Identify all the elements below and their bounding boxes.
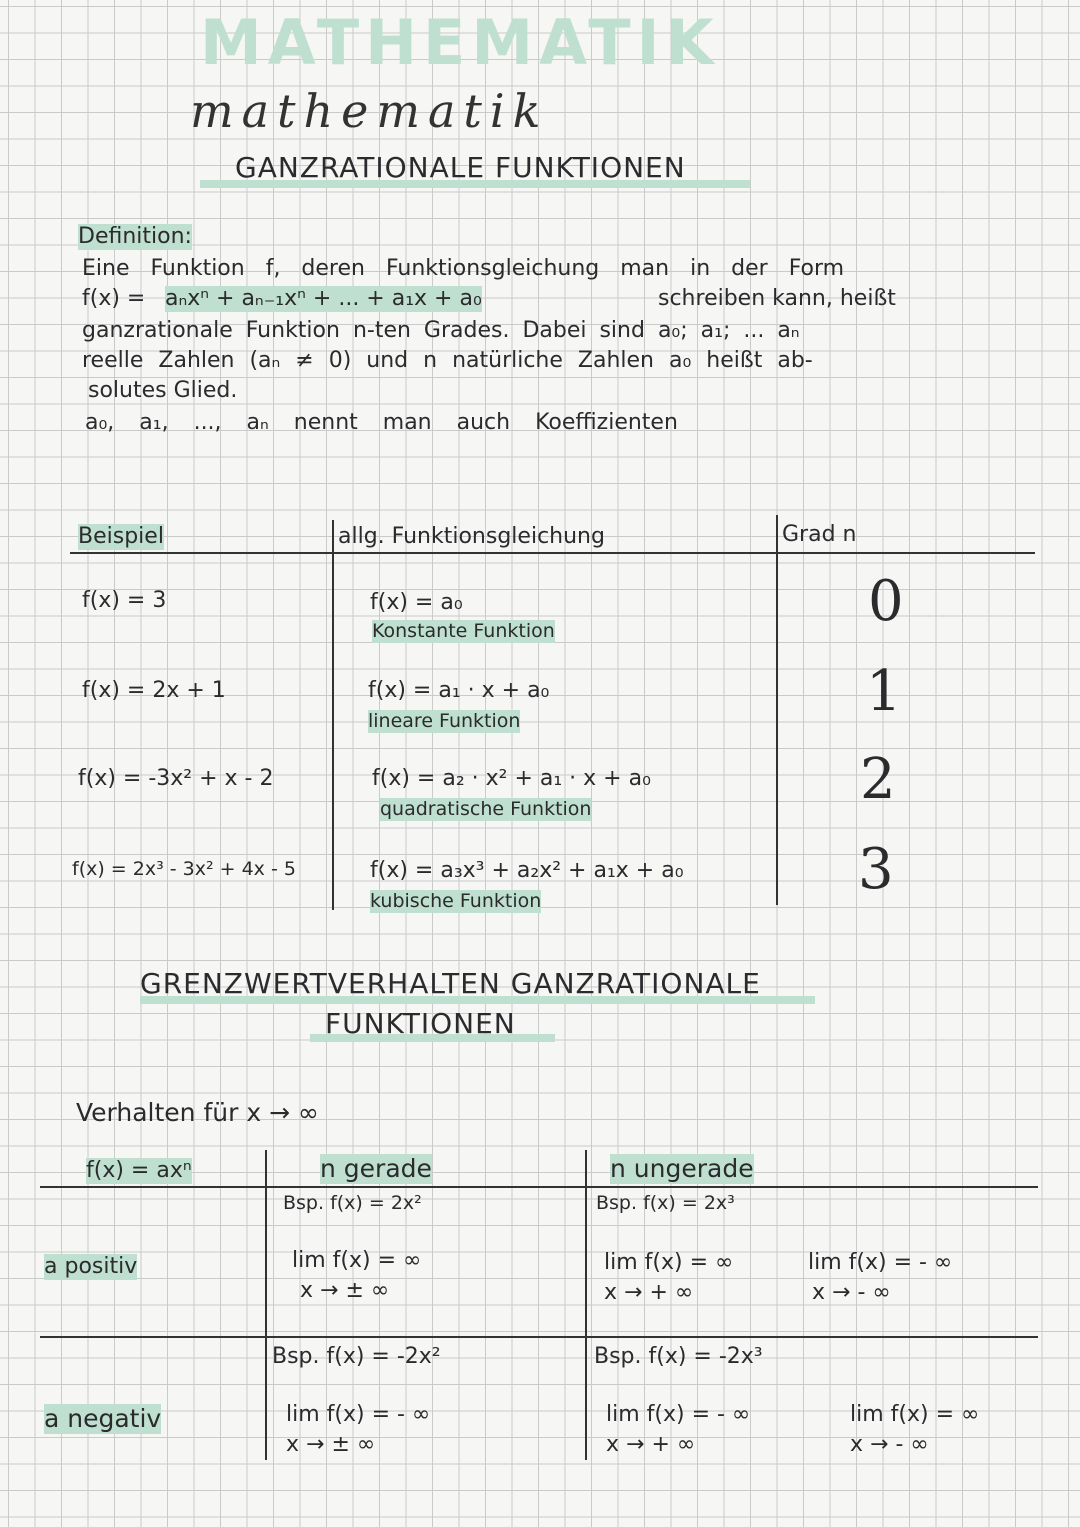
example: f(x) = 3	[82, 588, 167, 613]
odd-limit-sub: x → - ∞	[850, 1432, 929, 1457]
definition-label: Definition:	[78, 224, 192, 249]
row-label: a positiv	[44, 1254, 138, 1279]
definition-line: Eine Funktion f, deren Funktionsgleichung man in der Form	[82, 256, 845, 281]
table-header: Grad n	[782, 522, 857, 547]
definition-line: a₀, a₁, ..., aₙ nennt man auch Koeffizienten	[85, 410, 678, 435]
table-header: f(x) = axⁿ	[86, 1158, 192, 1183]
table-header: Beispiel	[78, 524, 164, 549]
function-type: quadratische Funktion	[380, 798, 592, 820]
section-title: GRENZWERTVERHALTEN GANZRATIONALE	[140, 967, 761, 1000]
even-limit-sub: x → ± ∞	[300, 1278, 390, 1303]
section-subtitle: Verhalten für x → ∞	[76, 1098, 319, 1127]
definition-line: ganzrationale Funktion n-ten Grades. Dabei sind a₀; a₁; ... aₙ	[82, 318, 800, 343]
odd-limit: lim f(x) = - ∞	[808, 1250, 953, 1275]
general-equation: f(x) = a₁ · x + a₀	[368, 678, 550, 703]
even-limit: lim f(x) = ∞	[292, 1248, 422, 1273]
row-label: a negativ	[44, 1404, 162, 1433]
function-type: lineare Funktion	[368, 710, 521, 732]
degree: 0	[868, 569, 904, 634]
definition-formula: aₙxⁿ + aₙ₋₁xⁿ + ... + a₁x + a₀	[165, 286, 482, 311]
function-type: kubische Funktion	[370, 890, 542, 912]
example: f(x) = 2x³ - 3x² + 4x - 5	[72, 858, 296, 880]
page-title: GANZRATIONALE FUNKTIONEN	[235, 151, 686, 184]
function-type: Konstante Funktion	[372, 620, 555, 642]
general-equation: f(x) = a₃x³ + a₂x² + a₁x + a₀	[370, 858, 684, 883]
script-title: mathematik	[190, 84, 549, 138]
table-header: n gerade	[320, 1154, 432, 1183]
even-example: Bsp. f(x) = 2x²	[283, 1192, 422, 1214]
example: f(x) = 2x + 1	[82, 678, 226, 703]
degree: 1	[866, 659, 902, 724]
table-header: n ungerade	[610, 1154, 754, 1183]
odd-example: Bsp. f(x) = 2x³	[596, 1192, 735, 1214]
definition-line: schreiben kann, heißt	[658, 286, 896, 311]
odd-limit-sub: x → + ∞	[604, 1280, 694, 1305]
degree: 2	[860, 747, 896, 812]
odd-example: Bsp. f(x) = -2x³	[594, 1344, 763, 1369]
degree: 3	[858, 837, 894, 902]
general-equation: f(x) = a₂ · x² + a₁ · x + a₀	[372, 766, 651, 791]
definition-formula-prefix: f(x) =	[82, 286, 146, 311]
definition-line: reelle Zahlen (aₙ ≠ 0) und n natürliche Zahlen a₀ heißt ab-	[82, 348, 813, 373]
odd-limit: lim f(x) = - ∞	[606, 1402, 751, 1427]
even-example: Bsp. f(x) = -2x²	[272, 1344, 441, 1369]
table-header: allg. Funktionsgleichung	[338, 524, 605, 549]
section-title: FUNKTIONEN	[325, 1007, 516, 1040]
odd-limit: lim f(x) = ∞	[850, 1402, 980, 1427]
even-limit: lim f(x) = - ∞	[286, 1402, 431, 1427]
logo-text: MATHEMATIK	[200, 6, 720, 79]
general-equation: f(x) = a₀	[370, 590, 463, 615]
even-limit-sub: x → ± ∞	[286, 1432, 376, 1457]
definition-line: solutes Glied.	[88, 378, 238, 403]
odd-limit-sub: x → + ∞	[606, 1432, 696, 1457]
odd-limit-sub: x → - ∞	[812, 1280, 891, 1305]
example: f(x) = -3x² + x - 2	[78, 766, 274, 791]
odd-limit: lim f(x) = ∞	[604, 1250, 734, 1275]
